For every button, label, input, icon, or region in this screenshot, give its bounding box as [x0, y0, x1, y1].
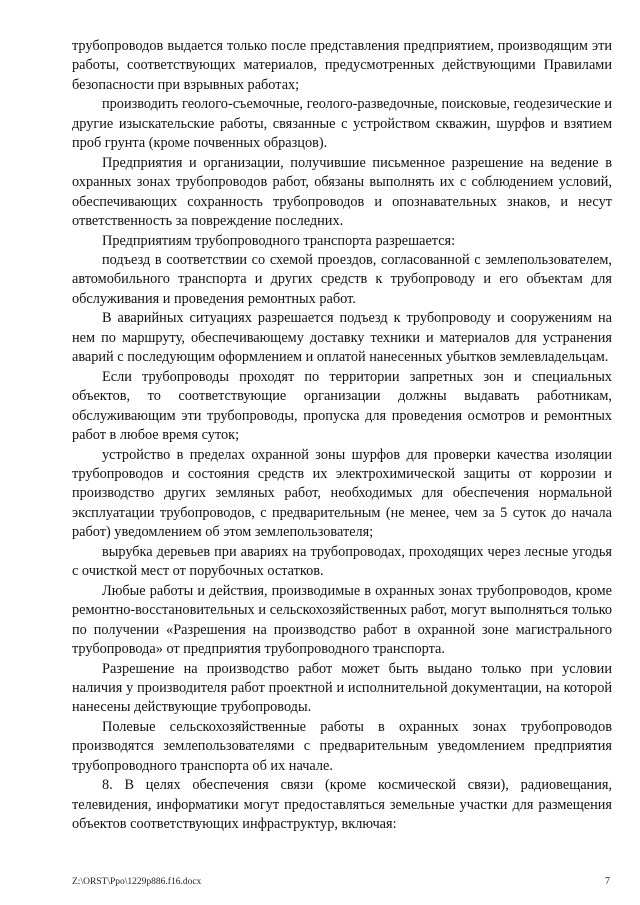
paragraph-allowed-intro: Предприятиям трубопроводного транспорта разрешается: [102, 232, 456, 249]
paragraph-tree-cutting: вырубка деревьев при авариях на трубопроводах, проходящих через лесные угодья с очисткой мест от порубочных остатков. [72, 543, 612, 580]
footer-file-path: Z:\ORST\Ppo\1229p886.f16.docx [72, 877, 202, 887]
paragraph-permit-holders: Предприятия и организации, получившие письменное разрешение на ведение в охранных зонах трубопроводов работ, обязаны выполнять их с соблюдением условий, обеспечивающих сохранность трубопроводов и опознавательных знаков, и несут ответственность за повреждение последних. [72, 154, 612, 230]
paragraph-emergency-access: В аварийных ситуациях разрешается подъезд к трубопроводу и сооружениям на нем по маршруту, обеспечивающему доставку техники и материалов для устранения аварий с последующим оформлением и оплатой нанесенных убытков землевладельцам. [72, 310, 612, 366]
paragraph-survey-works: производить геолого-съемочные, геолого-разведочные, поисковые, геодезические и другие изыскательские работы, связанные с устройством скважин, шурфов и взятием проб грунта (кроме почвенных образцов). [72, 96, 612, 152]
paragraph-permit-conditions: Разрешение на производство работ может быть выдано только при условии наличия у производителя работ проектной и исполнительной документации, на которой нанесены действующие трубопроводы. [72, 660, 612, 716]
paragraph-continuation: трубопроводов выдается только после представления предприятием, производящим эти работы, соответствующих материалов, предусмотренных действующими Правилами безопасности при взрывных работах; [72, 38, 612, 93]
paragraph-section-8: 8. В целях обеспечения связи (кроме космической связи), радиовещания, телевидения, информатики могут предоставляться земельные участки для размещения объектов соответствующих инфраструктур, включая: [72, 777, 612, 833]
paragraph-works-permit: Любые работы и действия, производимые в охранных зонах трубопроводов, кроме ремонтно-восстановительных и сельскохозяйственных работ, могут выполняться только по получении «Разрешения на производство работ в охранной зоне магистрального трубопровода» от предприятия трубопроводного транспорта. [72, 582, 612, 658]
footer-page-number: 7 [605, 876, 610, 887]
paragraph-inspection-pits: устройство в пределах охранной зоны шурфов для проверки качества изоляции трубопроводов и состояния средств их электрохимической защиты от коррозии и производство других земляных работ, необходимых для обеспечения нормальной эксплуатации трубопроводов, с предварительным (не менее, чем за 5 суток до начала работ) уведомлением об этом землепользователя; [72, 446, 612, 541]
paragraph-agricultural-works: Полевые сельскохозяйственные работы в охранных зонах трубопроводов производятся землепользователями с предварительным уведомлением предприятия трубопроводного транспорта об их начале. [72, 718, 612, 774]
paragraph-restricted-zones: Если трубопроводы проходят по территории запретных зон и специальных объектов, то соответствующие организации должны выдавать работникам, обслуживающим эти трубопроводы, пропуска для проведения осмотров и ремонтных работ в любое время суток; [72, 368, 612, 444]
paragraph-vehicle-access: подъезд в соответствии со схемой проездов, согласованной с землепользователем, автомобильного транспорта и других средств к трубопроводу и его объектам для обслуживания и проведения ремонтных работ. [72, 251, 612, 307]
document-body [72, 37, 612, 835]
